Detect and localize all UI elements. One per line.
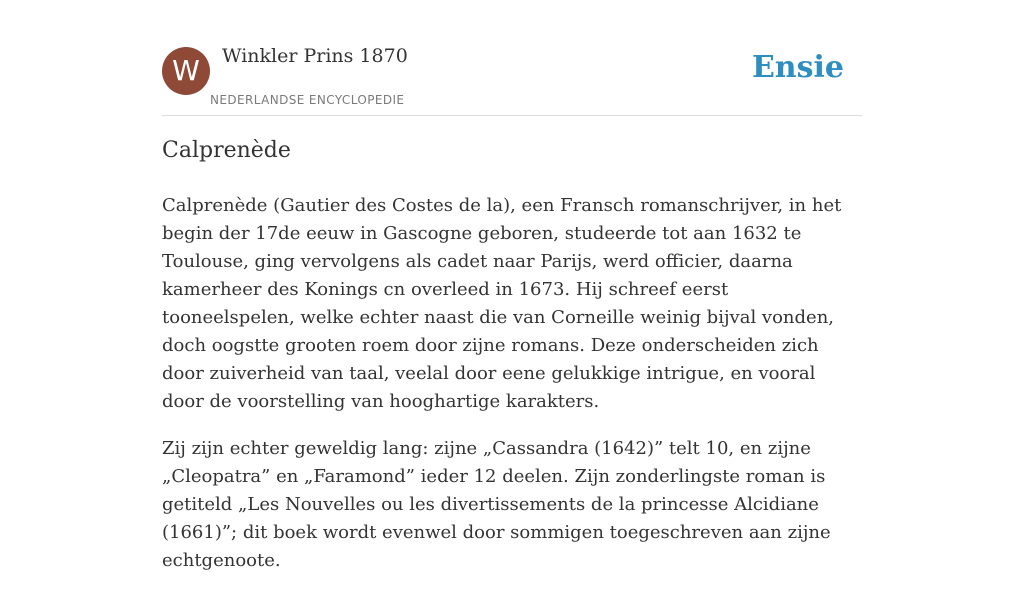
page xyxy=(162,0,862,571)
article-title: Calprenède xyxy=(162,138,291,163)
article-body xyxy=(162,192,862,594)
header xyxy=(162,0,862,116)
article-paragraph: Calprenède (Gautier des Costes de la), een Fransch romanschrijver, in het begin der 17de eeuw in Gascogne geboren, studeerde tot aan 1632 te Toulouse, ging vervolgens als cadet naar Parijs, werd officier, daarna kamerheer des Konings cn overleed in 1673. Hij schreef eerst tooneelspelen, welke echter naast die van Corneille weinig bijval vonden, doch oogstte grooten roem door zijne romans. Deze onderscheiden zich door zuiverheid van taal, veelal door eene gelukkige intrigue, en vooral door de voorstelling van hooghartige karakters. xyxy=(162,195,842,412)
source-subtitle: NEDERLANDSE ENCYCLOPEDIE xyxy=(210,93,405,107)
article-paragraph: Zij zijn echter geweldig lang: zijne „Cassandra (1642)” telt 10, en zijne „Cleopatra” en „Faramond” ieder 12 deelen. Zijn zonderlingste roman is getiteld „Les Nouvelles ou les divertissements de la princesse Alcidiane (1661)”; dit boek wordt evenwel door sommigen toegeschreven aan zijne echtgenoote. xyxy=(162,438,831,571)
source-title[interactable]: Winkler Prins 1870 xyxy=(222,45,408,67)
source-avatar[interactable]: W xyxy=(162,47,210,95)
brand-logo[interactable]: Ensie xyxy=(751,50,844,85)
